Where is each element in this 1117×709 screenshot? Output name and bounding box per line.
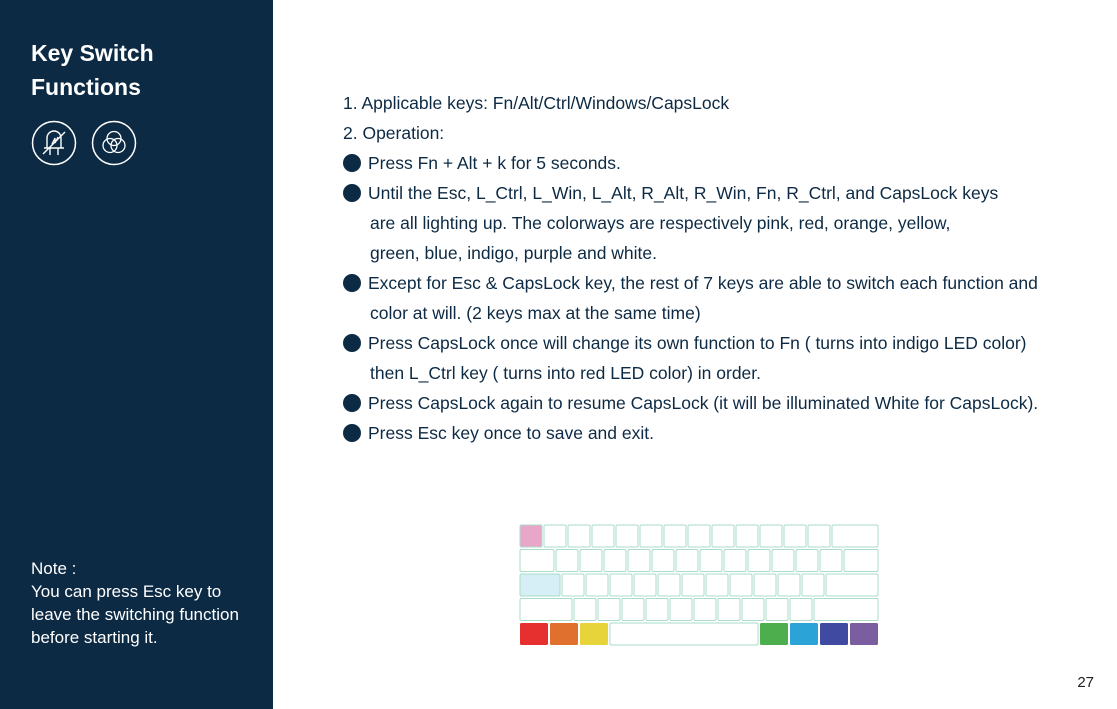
applicable-keys: 1. Applicable keys: Fn/Alt/Ctrl/Windows/CapsLock — [343, 93, 730, 113]
key — [694, 599, 716, 621]
key — [676, 550, 698, 572]
key — [766, 599, 788, 621]
page-number: 27 — [1077, 674, 1094, 691]
key — [736, 525, 758, 547]
key — [826, 574, 878, 596]
key — [754, 574, 776, 596]
key — [556, 550, 578, 572]
key — [520, 599, 572, 621]
key — [574, 599, 596, 621]
bullet-icon — [343, 424, 361, 442]
list-item-text: color at will. (2 keys max at the same time) — [370, 303, 701, 323]
bullet-icon — [343, 184, 361, 202]
list-item-text: Press CapsLock again to resume CapsLock (it will be illuminated White for CapsLock). — [368, 393, 1039, 413]
key-r-ctrl — [850, 623, 878, 645]
list-item-text: then L_Ctrl key ( turns into red LED color) in order. — [370, 363, 762, 383]
key — [778, 574, 800, 596]
key — [700, 550, 722, 572]
key — [664, 525, 686, 547]
key — [802, 574, 824, 596]
key — [844, 550, 878, 572]
key — [760, 525, 782, 547]
key — [706, 574, 728, 596]
key — [808, 525, 830, 547]
key — [730, 574, 752, 596]
key — [670, 599, 692, 621]
key — [814, 599, 878, 621]
key — [748, 550, 770, 572]
key-spacebar — [610, 623, 758, 645]
key — [568, 525, 590, 547]
list-item-text: Until the Esc, L_Ctrl, L_Win, L_Alt, R_Alt, R_Win, Fn, R_Ctrl, and CapsLock keys — [368, 183, 999, 203]
list-item — [343, 328, 1083, 388]
key — [592, 525, 614, 547]
bullet-icon — [343, 334, 361, 352]
sidebar — [0, 0, 273, 709]
bullet-icon — [343, 274, 361, 292]
key — [610, 574, 632, 596]
list-item — [343, 148, 1083, 178]
key-r-win — [790, 623, 818, 645]
instructions — [343, 88, 1083, 448]
key — [634, 574, 656, 596]
key — [646, 599, 668, 621]
key — [724, 550, 746, 572]
key-r-alt — [760, 623, 788, 645]
key — [832, 525, 878, 547]
note — [31, 557, 246, 649]
page-title — [31, 36, 251, 104]
bullet-icon — [343, 394, 361, 412]
list-item-text: Press Fn + Alt + k for 5 seconds. — [368, 153, 621, 173]
key-l-alt — [580, 623, 608, 645]
key — [562, 574, 584, 596]
key-capslock — [520, 574, 560, 596]
bullet-icon — [343, 154, 361, 172]
key — [652, 550, 674, 572]
title-line-1: Key Switch — [31, 40, 154, 66]
note-title: Note : — [31, 559, 77, 578]
note-body: You can press Esc key to leave the switching function before starting it. — [31, 582, 239, 647]
key — [640, 525, 662, 547]
list-item-text: are all lighting up. The colorways are respectively pink, red, orange, yellow, — [370, 213, 951, 233]
list-item-text: Except for Esc & CapsLock key, the rest of 7 keys are able to switch each function and — [368, 273, 1038, 293]
key-l-win — [550, 623, 578, 645]
key — [682, 574, 704, 596]
key — [628, 550, 650, 572]
key — [790, 599, 812, 621]
key — [598, 599, 620, 621]
list-item-text: Press Esc key once to save and exit. — [368, 423, 654, 443]
key — [796, 550, 818, 572]
key-l-ctrl — [520, 623, 548, 645]
key — [658, 574, 680, 596]
key-fn — [820, 623, 848, 645]
key — [604, 550, 626, 572]
key — [820, 550, 842, 572]
color-mix-icon — [91, 120, 137, 166]
key — [742, 599, 764, 621]
icon-group — [31, 120, 137, 166]
list-item — [343, 178, 1083, 268]
key-esc — [520, 525, 542, 547]
key — [544, 525, 566, 547]
title-line-2: Functions — [31, 74, 141, 100]
list-item — [343, 418, 1083, 448]
key — [688, 525, 710, 547]
list-item — [343, 388, 1083, 418]
list-item-text: green, blue, indigo, purple and white. — [370, 243, 658, 263]
key — [580, 550, 602, 572]
key — [784, 525, 806, 547]
list-item-text: Press CapsLock once will change its own function to Fn ( turns into indigo LED color) — [368, 333, 1027, 353]
led-key-icon — [31, 120, 77, 166]
key — [520, 550, 554, 572]
list-item — [343, 268, 1083, 328]
key — [772, 550, 794, 572]
key — [622, 599, 644, 621]
key — [616, 525, 638, 547]
key — [712, 525, 734, 547]
key — [586, 574, 608, 596]
operation-heading: 2. Operation: — [343, 123, 445, 143]
key — [718, 599, 740, 621]
keyboard-illustration — [519, 524, 881, 648]
